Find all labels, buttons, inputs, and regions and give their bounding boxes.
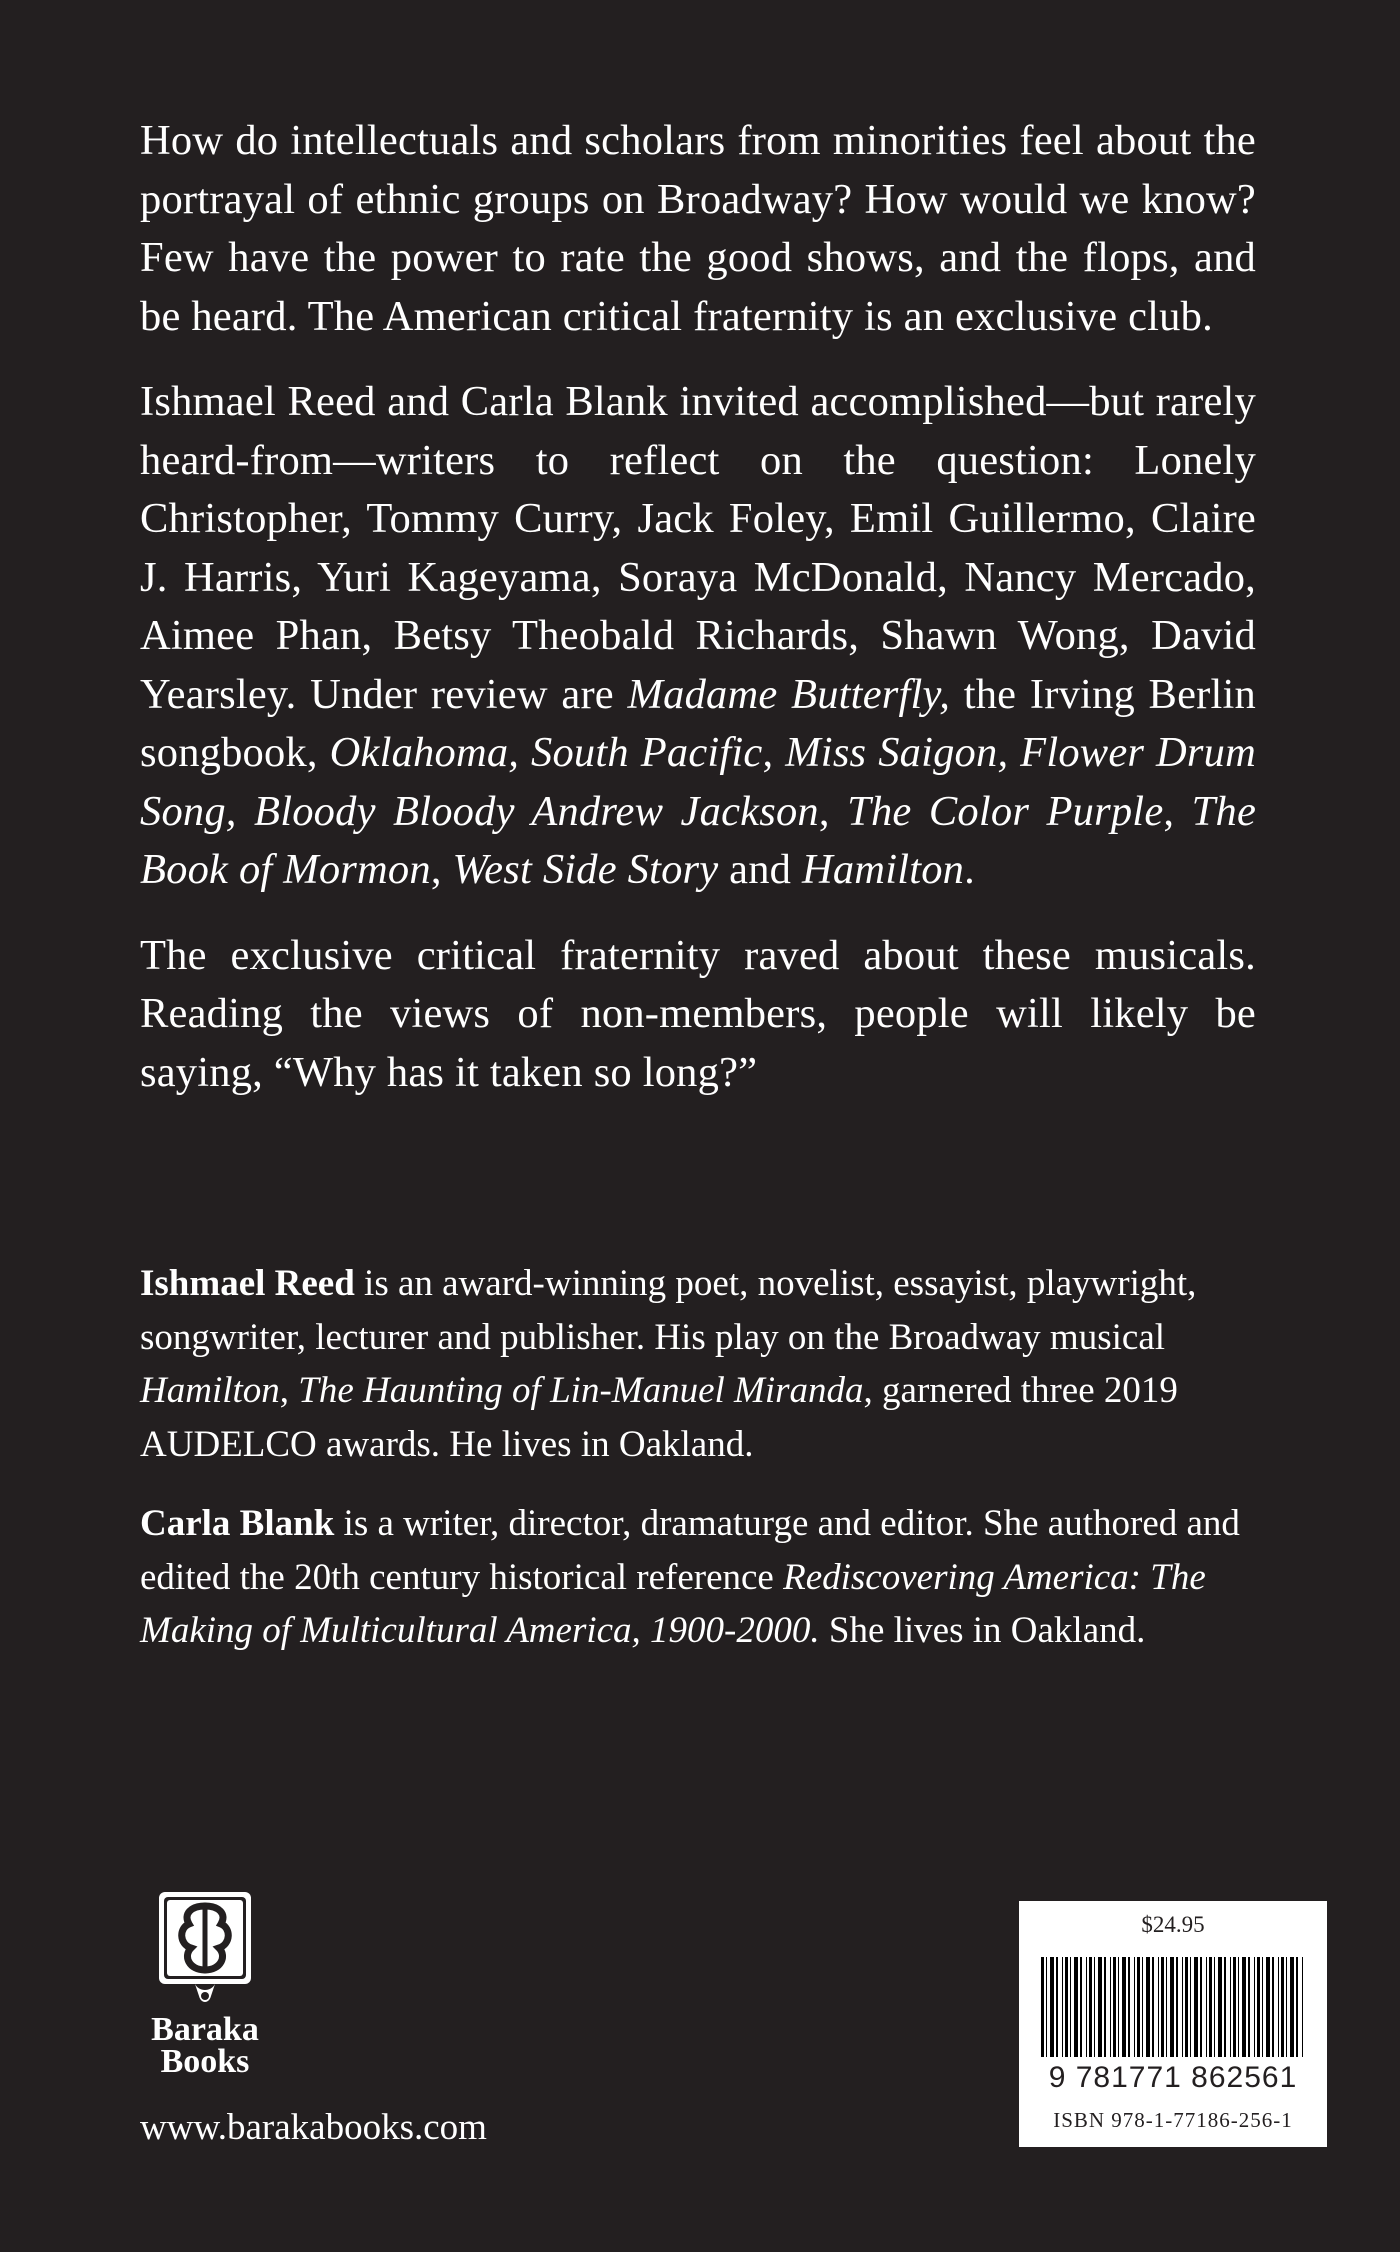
blurb-paragraph-3: The exclusive critical fraternity raved about these musicals. Reading the views of non-members, people will likely be saying, “Why has it taken so long?”: [140, 931, 1256, 1096]
blurb-paragraph-1: How do intellectuals and scholars from minorities feel about the portrayal of ethnic groups on Broadway? How would we know? Few have the power to rate the good shows, and the flops, and be heard. The American critical fraternity is an exclusive club.: [140, 117, 1256, 340]
author-name-reed: Ishmael Reed: [140, 1263, 355, 1304]
title-book-of-mormon: The Book of Mormon: [140, 787, 1257, 893]
bio-text-segment: ,: [279, 1370, 299, 1411]
bio-ishmael-reed: [140, 1257, 1256, 1471]
bio-text-segment: is a writer, director, dramaturge and editor. She authored and edited the 20th century historical reference: [140, 1503, 1240, 1598]
blurb-paragraph-2: [140, 373, 1256, 900]
isbn-barcode: [1019, 1901, 1327, 2147]
title-miss-saigon-group: Miss Saigon, Flower Drum Song, Bloody Bloody Andrew Jackson: [140, 729, 1257, 835]
blurb-text-segment: the Irving Berlin songbook,: [140, 670, 1256, 776]
blurb-text-segment: and: [718, 846, 802, 893]
author-name-blank: Carla Blank: [140, 1503, 335, 1544]
author-bios: [140, 1257, 1256, 1684]
barcode-bars-icon: [1041, 1957, 1305, 2057]
title-madame-butterfly: Madame Butterfly,: [627, 670, 951, 718]
bio-carla-blank: [140, 1497, 1256, 1658]
back-cover-blurb: [140, 112, 1256, 1129]
publisher-logo: [140, 1888, 270, 2078]
publisher-name-line2: Books: [160, 2043, 250, 2080]
bio-text-segment: , garnered three 2019 AUDELCO awards. He lives in Oakland.: [140, 1370, 1178, 1465]
blurb-text-segment: ,: [818, 787, 848, 835]
title-haunting: The Haunting of Lin-Manuel Miranda: [298, 1370, 864, 1411]
blurb-text-segment: ,: [1163, 787, 1192, 835]
blurb-text-segment: .: [964, 846, 975, 893]
ean-number: 9 781771 862561: [1048, 2061, 1298, 2094]
price-label: $24.95: [1141, 1912, 1205, 1937]
title-oklahoma-south-pacific: Oklahoma, South Pacific: [329, 729, 763, 776]
publisher-name-line1: Baraka: [151, 2011, 259, 2048]
blurb-text-segment: ,: [430, 846, 453, 893]
title-rediscovering-america: Rediscovering America: The Making of Multicultural America, 1900-2000.: [140, 1556, 1206, 1651]
baraka-books-emblem-icon: [155, 1888, 255, 2014]
bio-text-segment: is an award-winning poet, novelist, essayist, playwright, songwriter, lecturer and publisher. His play on the Broadway musical: [140, 1263, 1197, 1358]
title-west-side-story: West Side Story: [452, 846, 719, 893]
isbn-number: ISBN 978-1-77186-256-1: [1053, 2108, 1293, 2132]
bio-text-segment: She lives in Oakland.: [819, 1610, 1146, 1651]
blurb-text-segment: ,: [762, 729, 786, 776]
blurb-contributors-text: Ishmael Reed and Carla Blank invited accomplished—but rarely heard-from—writers to reflect on the question: Lonely Christopher, Tommy Curry, Jack Foley, Emil Guillermo, Claire J. Harris, Yuri Kageyama, Soraya McDonald, Nancy Mercado, Aimee Phan, Betsy Theobald Richards, Shawn Wong, David Yearsley. Under review are: [140, 378, 1256, 718]
title-hamilton-bio: Hamilton: [140, 1370, 280, 1411]
title-color-purple: The Color Purple: [847, 787, 1164, 835]
publisher-website[interactable]: www.barakabooks.com: [140, 2107, 487, 2148]
title-hamilton: Hamilton: [801, 846, 965, 893]
